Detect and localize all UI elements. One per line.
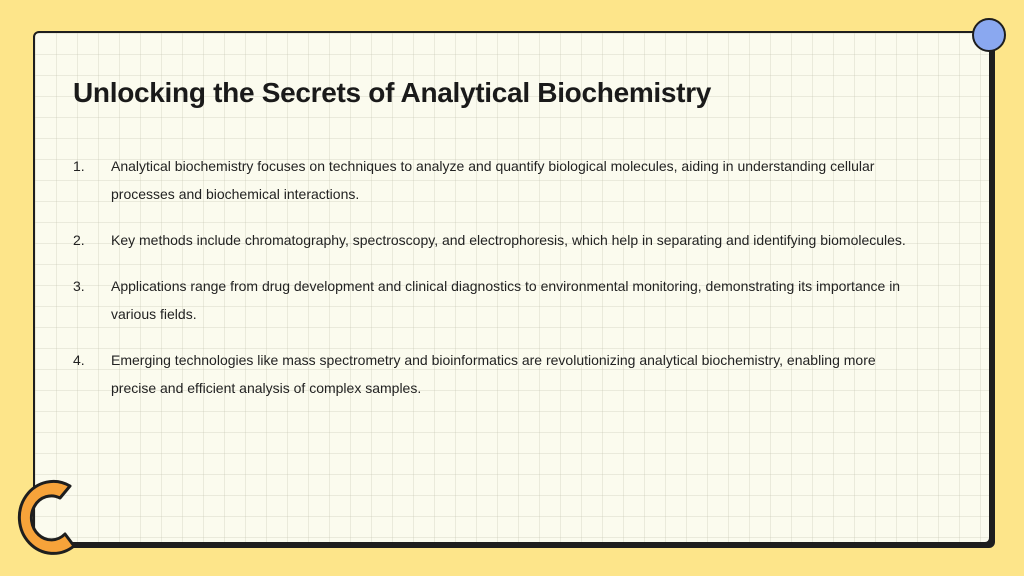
list-item [73, 226, 923, 254]
list-item-number: 2. [73, 232, 85, 248]
orange-c-decoration-icon [8, 470, 88, 560]
list-item-text: Key methods include chromatography, spectroscopy, and electrophoresis, which help in separating and identifying biomolecules. [111, 232, 906, 248]
list-item-number: 3. [73, 278, 85, 294]
list-item [73, 272, 923, 328]
slide-card [33, 31, 991, 544]
list-item-number: 4. [73, 352, 85, 368]
list-item [73, 152, 923, 208]
list-item-text: Emerging technologies like mass spectrometry and bioinformatics are revolutionizing analytical biochemistry, enabling more precise and efficient analysis of complex samples. [111, 352, 876, 396]
slide-title: Unlocking the Secrets of Analytical Biochemistry [73, 77, 712, 108]
list-item-text: Applications range from drug development and clinical diagnostics to environmental monitoring, demonstrating its importance in various fields. [111, 278, 901, 322]
bullet-list [73, 152, 923, 420]
list-item-text: Analytical biochemistry focuses on techniques to analyze and quantify biological molecules, aiding in understanding cellular processes and biochemical interactions. [111, 158, 875, 202]
blue-circle-decoration [972, 18, 1006, 52]
list-item [73, 346, 923, 402]
list-item-number: 1. [73, 158, 85, 174]
